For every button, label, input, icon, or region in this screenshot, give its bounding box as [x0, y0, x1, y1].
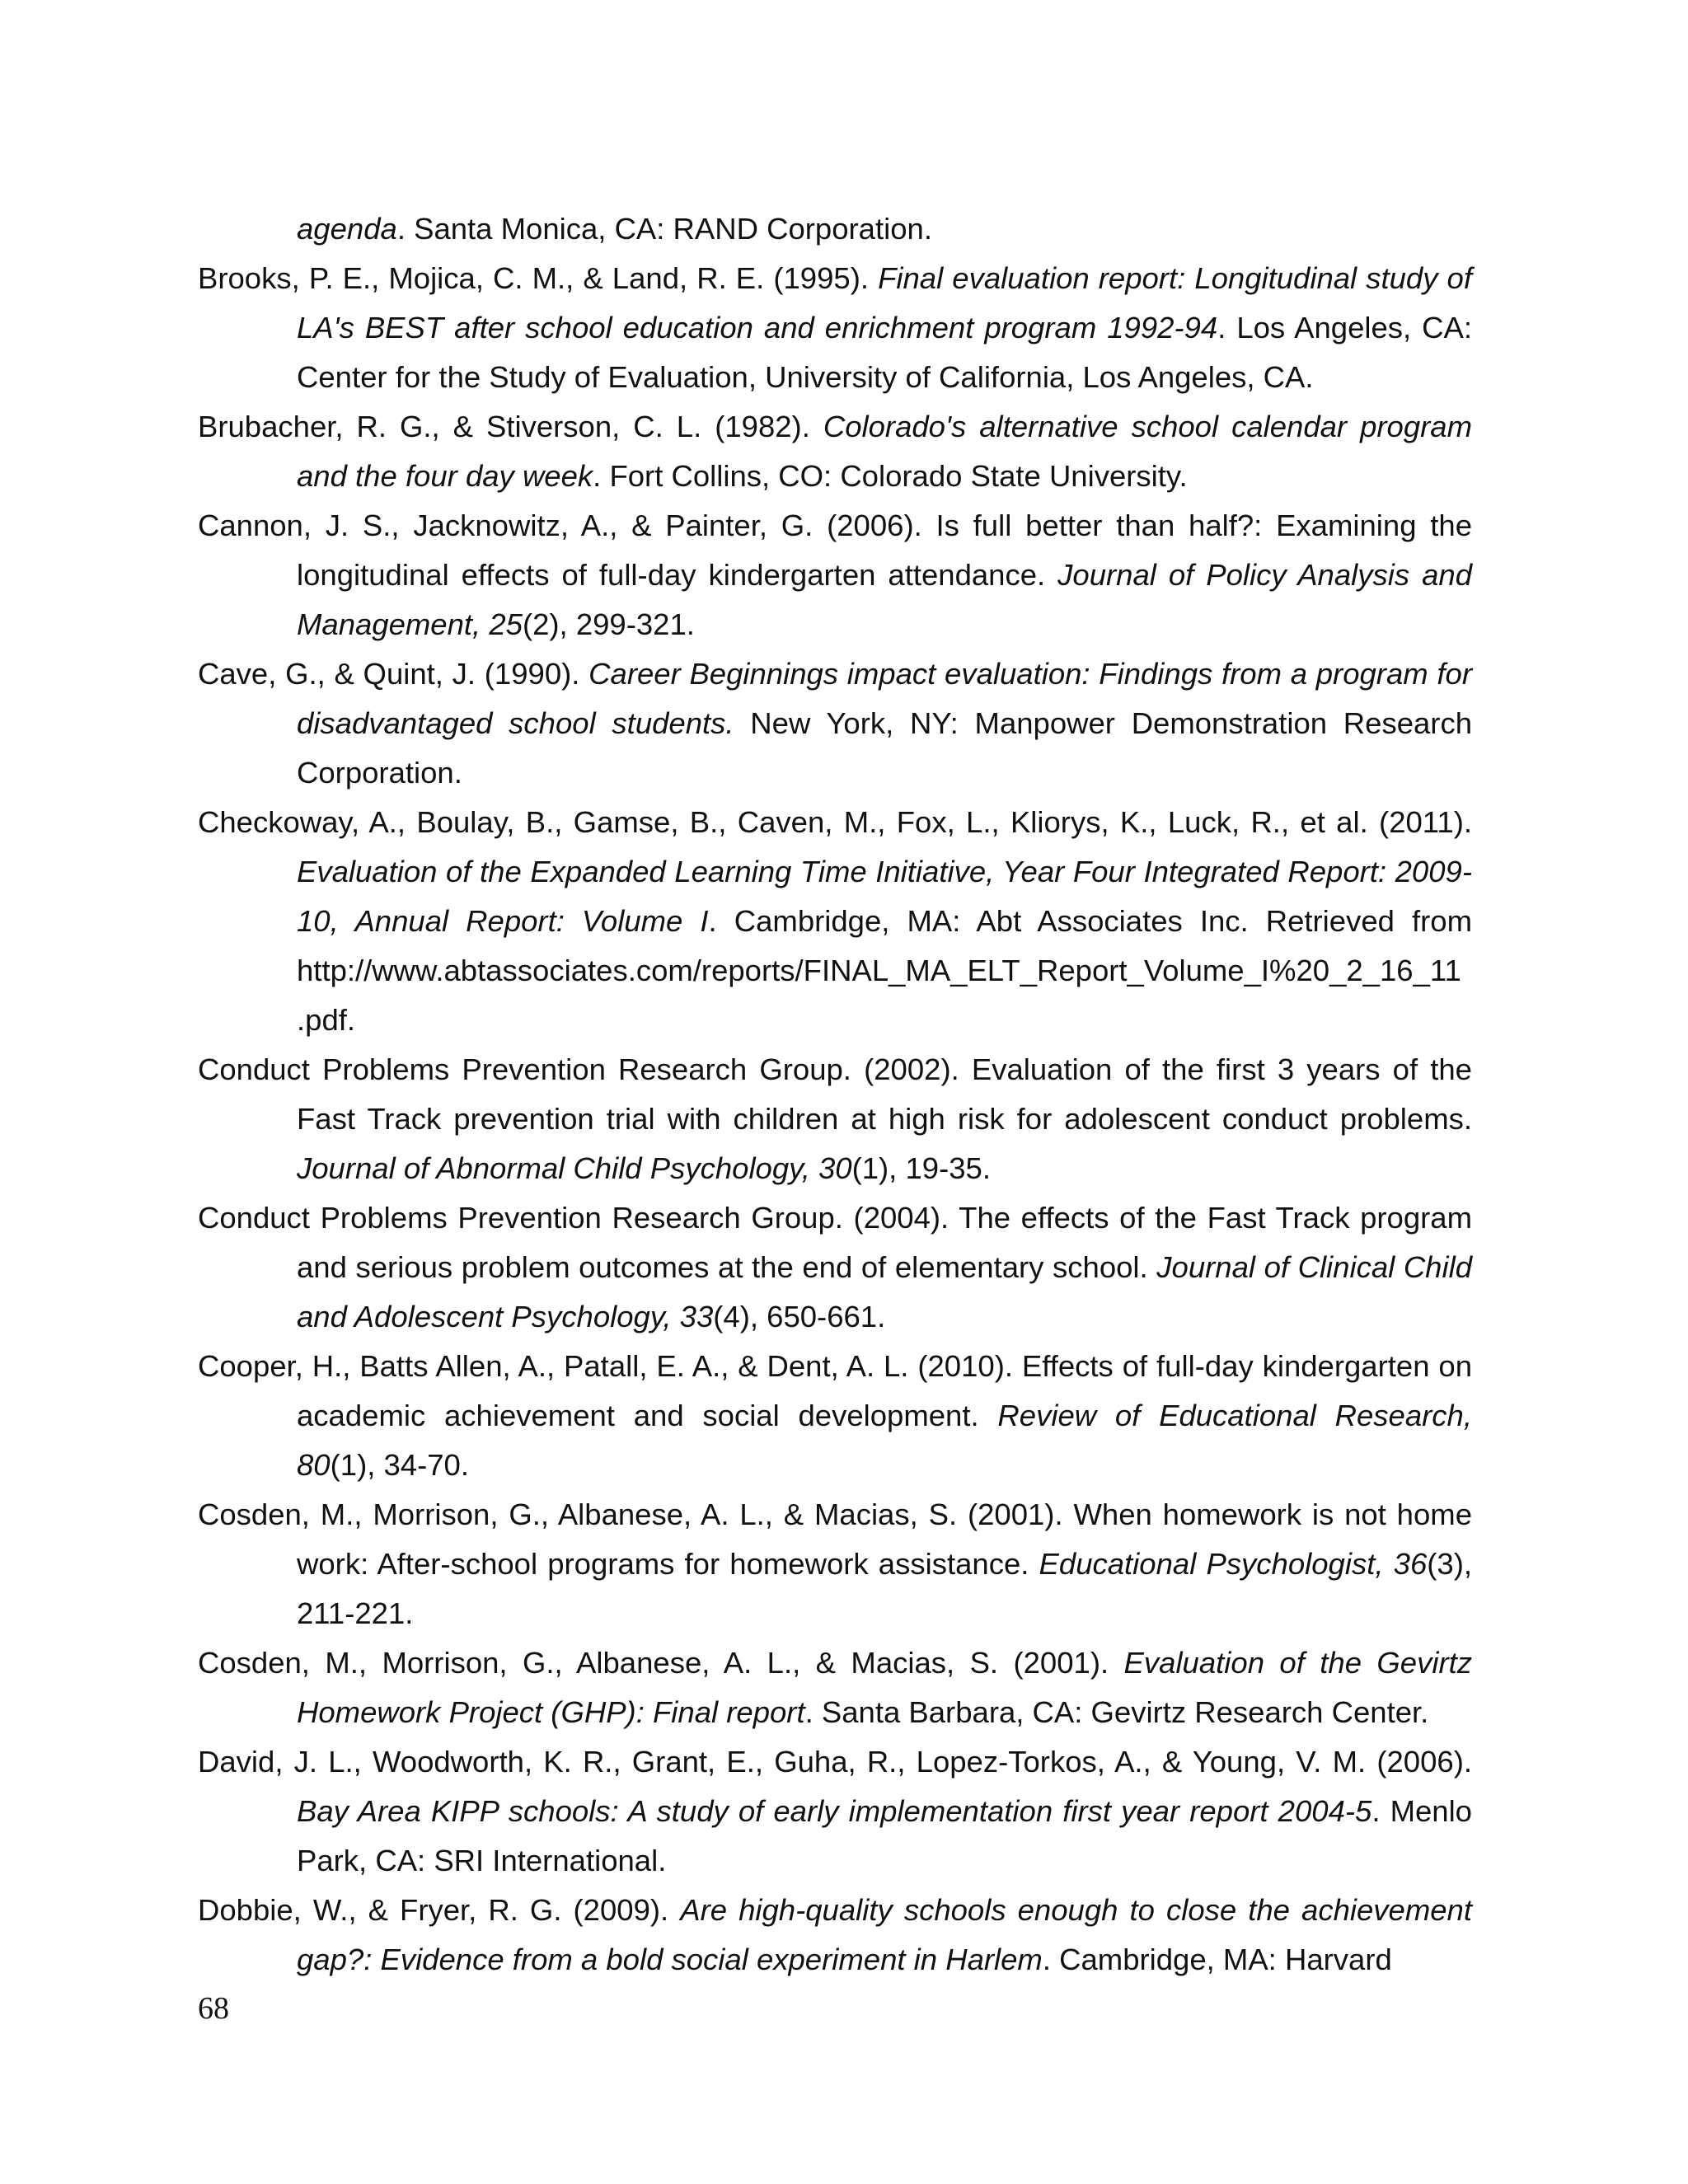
- reference-title-text: Evaluation of the Expanded Learning Time Initiative, Year Four Integrated Report: 2009-10, Annual Report: Volume I: [297, 855, 1472, 938]
- reference-entry: [198, 204, 1472, 254]
- reference-title-text: Educational Psychologist, 36: [1039, 1547, 1428, 1581]
- reference-entry: [198, 1342, 1472, 1490]
- reference-text: . Cambridge, MA: Abt Associates Inc. Retrieved from http://www.abtassociates.com/reports/FINAL_MA_ELT_Report_Volume_I%20_2_16_11 .pdf.: [297, 904, 1472, 1037]
- reference-entry: [198, 254, 1472, 402]
- reference-text: Cannon, J. S., Jacknowitz, A., & Painter, G. (2006). Is full better than half?: Examining the longitudinal effects of full-day kindergarten attendance.: [198, 509, 1472, 592]
- reference-title-text: Review of Educational Research, 80: [297, 1399, 1472, 1482]
- reference-text: (1), 34-70.: [330, 1448, 469, 1482]
- reference-title-text: Evaluation of the Gevirtz Homework Project (GHP): Final report: [297, 1646, 1473, 1729]
- reference-entry: [198, 501, 1472, 649]
- reference-title-text: Bay Area KIPP schools: A study of early implementation first year report 2004-5: [297, 1794, 1372, 1828]
- reference-text: Cooper, H., Batts Allen, A., Patall, E. A., & Dent, A. L. (2010). Effects of full-day kindergarten on academic achievement and social development.: [198, 1349, 1472, 1432]
- reference-title-text: Final evaluation report: Longitudinal study of LA's BEST after school education and enrichment program 1992-94: [297, 261, 1472, 344]
- reference-title-text: Journal of Abnormal Child Psychology, 30: [297, 1151, 852, 1185]
- reference-text: (3), 211-221.: [297, 1547, 1472, 1630]
- reference-text: (1), 19-35.: [851, 1151, 991, 1185]
- reference-text: Cosden, M., Morrison, G., Albanese, A. L., & Macias, S. (2001). When homework is not home work: After-school programs for homework assistance.: [198, 1497, 1472, 1581]
- reference-title-text: Career Beginnings impact evaluation: Findings from a program for disadvantaged school students.: [297, 657, 1472, 740]
- reference-text: . Menlo Park, CA: SRI International.: [297, 1794, 1472, 1877]
- reference-text: David, J. L., Woodworth, K. R., Grant, E., Guha, R., Lopez-Torkos, A., & Young, V. M. (2006).: [198, 1745, 1472, 1779]
- reference-text: Cosden, M., Morrison, G., Albanese, A. L., & Macias, S. (2001).: [198, 1646, 1124, 1680]
- reference-text: . Fort Collins, CO: Colorado State University.: [593, 459, 1188, 493]
- reference-list: [198, 204, 1472, 1985]
- reference-text: Cave, G., & Quint, J. (1990).: [198, 657, 589, 691]
- reference-entry: [198, 1490, 1472, 1638]
- reference-text: Brubacher, R. G., & Stiverson, C. L. (1982).: [198, 410, 823, 443]
- reference-title-text: Colorado's alternative school calendar program and the four day week: [297, 410, 1472, 493]
- reference-text: Dobbie, W., & Fryer, R. G. (2009).: [198, 1893, 681, 1927]
- reference-title-text: Journal of Clinical Child and Adolescent Psychology, 33: [297, 1250, 1472, 1333]
- reference-title-text: agenda: [297, 212, 397, 246]
- reference-entry: [198, 1886, 1472, 1985]
- reference-entry: [198, 649, 1472, 798]
- reference-entry: [198, 402, 1472, 501]
- reference-entry: [198, 798, 1472, 1045]
- reference-text: . Cambridge, MA: Harvard: [1042, 1943, 1392, 1976]
- reference-title-text: Journal of Policy Analysis and Management, 25: [297, 558, 1472, 641]
- reference-entry: [198, 1638, 1472, 1737]
- reference-text: New York, NY: Manpower Demonstration Research Corporation.: [297, 706, 1472, 790]
- reference-text: Conduct Problems Prevention Research Group. (2004). The effects of the Fast Track program and serious problem outcomes at the end of elementary school.: [198, 1201, 1472, 1284]
- reference-text: (2), 299-321.: [522, 607, 695, 641]
- reference-title-text: Are high-quality schools enough to close the achievement gap?: Evidence from a bold social experiment in Harlem: [297, 1893, 1472, 1976]
- reference-entry: [198, 1737, 1472, 1886]
- reference-entry: [198, 1193, 1472, 1342]
- reference-text: . Santa Monica, CA: RAND Corporation.: [396, 212, 932, 246]
- page-number: 68: [198, 1991, 229, 2026]
- reference-entry: [198, 1045, 1472, 1193]
- reference-text: Checkoway, A., Boulay, B., Gamse, B., Caven, M., Fox, L., Kliorys, K., Luck, R., et al. (2011).: [198, 805, 1472, 839]
- reference-text: (4), 650-661.: [713, 1300, 886, 1333]
- reference-text: Conduct Problems Prevention Research Group. (2002). Evaluation of the first 3 years of the Fast Track prevention trial with children at high risk for adolescent conduct problems.: [198, 1052, 1472, 1136]
- reference-text: Brooks, P. E., Mojica, C. M., & Land, R. E. (1995).: [198, 261, 879, 295]
- reference-text: . Los Angeles, CA: Center for the Study of Evaluation, University of California, Los Angeles, CA.: [297, 311, 1473, 394]
- reference-text: . Santa Barbara, CA: Gevirtz Research Center.: [804, 1695, 1429, 1729]
